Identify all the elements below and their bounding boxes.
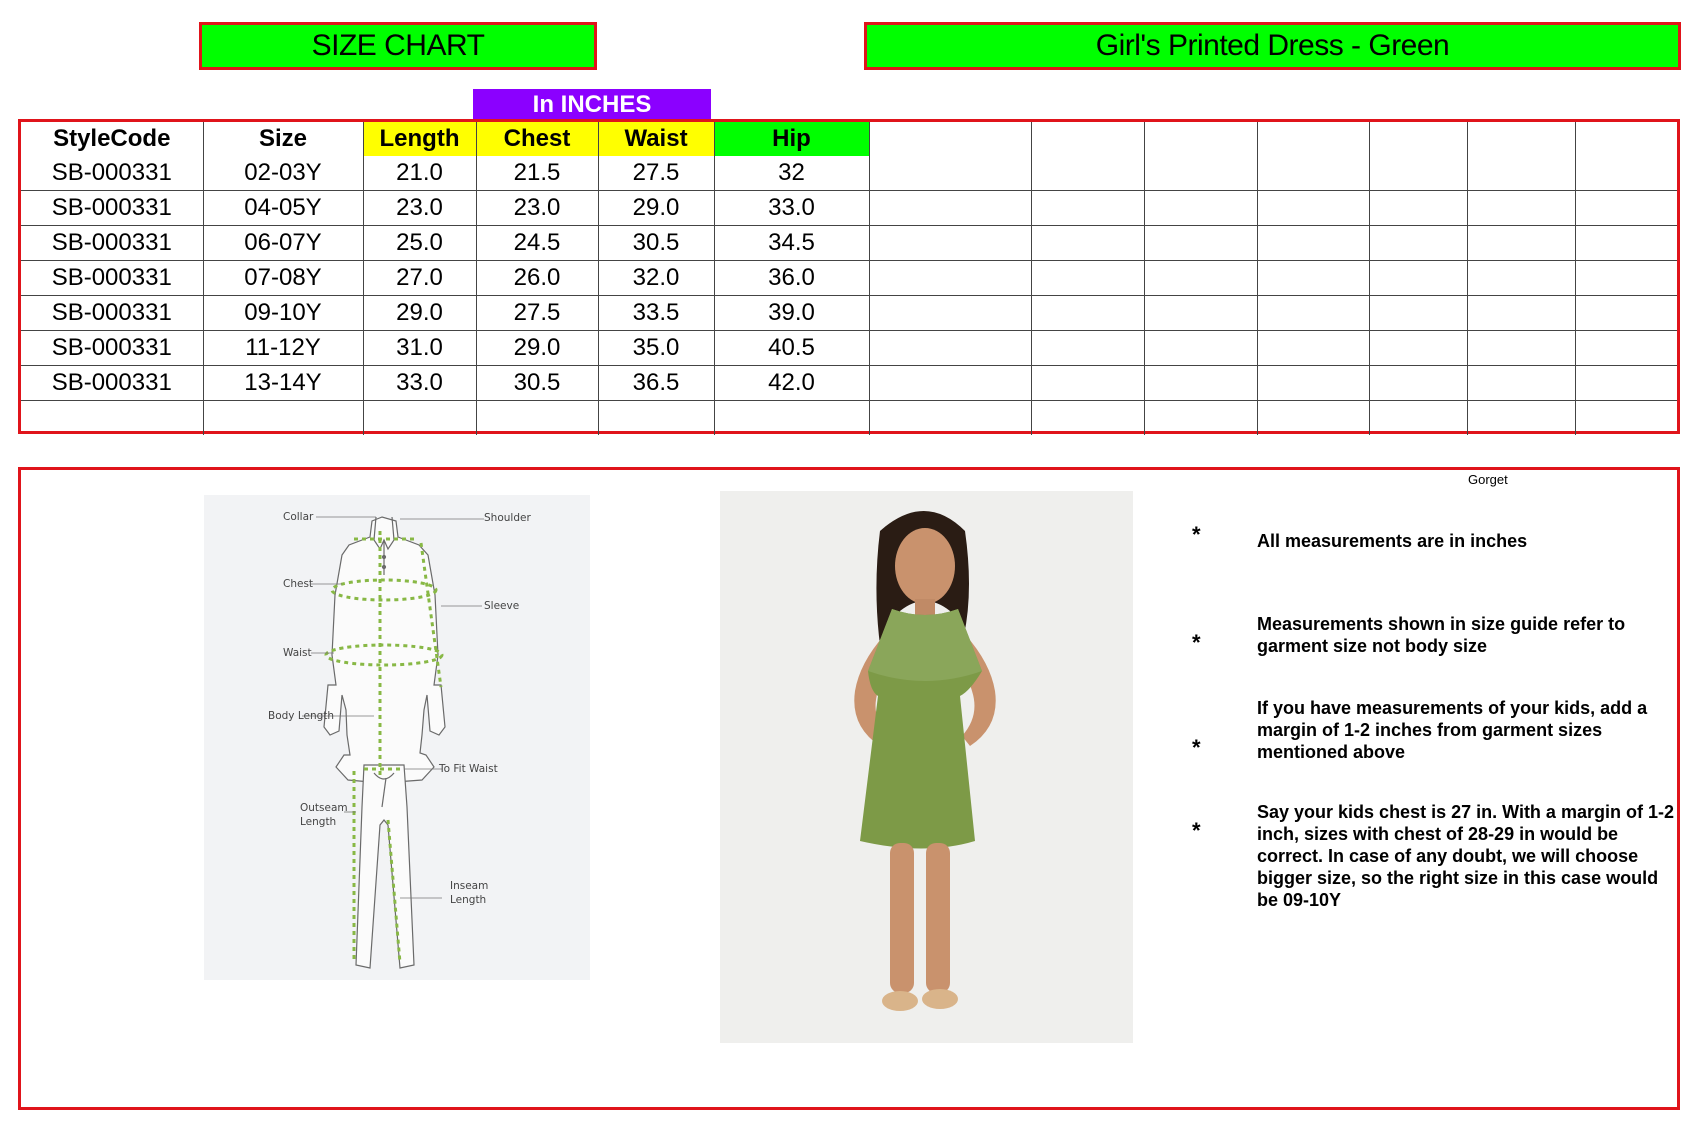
- empty-cell: [1575, 191, 1677, 226]
- note-bullet: *: [1192, 735, 1201, 760]
- diagram-label-sleeve: Sleeve: [484, 600, 520, 612]
- table-row: [21, 226, 1677, 261]
- empty-cell: [1575, 331, 1677, 366]
- cell-stylecode: SB-000331: [21, 226, 203, 261]
- empty-cell: [1467, 331, 1575, 366]
- empty-cell: [1575, 226, 1677, 261]
- empty-cell: [1575, 296, 1677, 331]
- empty-cell: [1257, 226, 1369, 261]
- cell-hip: 40.5: [714, 331, 869, 366]
- empty-cell: [1575, 122, 1677, 156]
- empty-cell: [1369, 156, 1467, 191]
- cell-stylecode: SB-000331: [21, 331, 203, 366]
- table-row: [21, 156, 1677, 191]
- empty-cell: [1031, 122, 1144, 156]
- cell-waist: 30.5: [598, 226, 714, 261]
- cell-chest: 30.5: [476, 366, 598, 401]
- cell-size: 07-08Y: [203, 261, 363, 296]
- cell-size: 11-12Y: [203, 331, 363, 366]
- empty-cell: [1031, 261, 1144, 296]
- empty-cell: [1144, 366, 1257, 401]
- diagram-label-inseam-length: Length: [450, 894, 487, 906]
- col-header-hip: Hip: [714, 122, 869, 156]
- cell-chest: 21.5: [476, 156, 598, 191]
- empty-cell: [1467, 261, 1575, 296]
- note-text: Say your kids chest is 27 in. With a margin of 1-2 inch, sizes with chest of 28-29 in would be correct. In case of any doubt, we will choose bigger size, so the right size in this case would be 09-10Y: [1257, 802, 1674, 910]
- empty-cell: [1369, 401, 1467, 436]
- cell-waist: 36.5: [598, 366, 714, 401]
- col-header-size: Size: [203, 122, 363, 156]
- col-header-stylecode: StyleCode: [21, 122, 203, 156]
- cell-size: 06-07Y: [203, 226, 363, 261]
- empty-cell: [1031, 401, 1144, 436]
- note-text: If you have measurements of your kids, add a margin of 1-2 inches from garment sizes mentioned above: [1257, 698, 1648, 762]
- empty-cell: [1467, 156, 1575, 191]
- table-header-row: [21, 122, 1677, 156]
- cell-stylecode: SB-000331: [21, 156, 203, 191]
- cell-waist: 32.0: [598, 261, 714, 296]
- empty-cell: [1369, 226, 1467, 261]
- diagram-label-to-fit-waist: To Fit Waist: [439, 763, 498, 775]
- cell-length: 25.0: [363, 226, 476, 261]
- diagram-label-collar: Collar: [283, 511, 314, 523]
- empty-cell: [1031, 226, 1144, 261]
- empty-cell: [1031, 296, 1144, 331]
- cell-size: [203, 401, 363, 436]
- note-text: Measurements shown in size guide refer to garment size not body size: [1257, 614, 1626, 656]
- cell-stylecode: SB-000331: [21, 296, 203, 331]
- empty-cell: [1369, 191, 1467, 226]
- cell-length: 21.0: [363, 156, 476, 191]
- cell-size: 09-10Y: [203, 296, 363, 331]
- empty-cell: [869, 191, 1031, 226]
- table-row: [21, 366, 1677, 401]
- cell-waist: [598, 401, 714, 436]
- note-bullet: *: [1192, 522, 1201, 547]
- empty-cell: [1031, 191, 1144, 226]
- table-row: [21, 296, 1677, 331]
- empty-cell: [869, 331, 1031, 366]
- empty-cell: [1467, 226, 1575, 261]
- empty-cell: [1575, 366, 1677, 401]
- cell-chest: 23.0: [476, 191, 598, 226]
- empty-cell: [1031, 156, 1144, 191]
- empty-cell: [1144, 296, 1257, 331]
- empty-cell: [1144, 226, 1257, 261]
- cell-length: 33.0: [363, 366, 476, 401]
- empty-cell: [869, 156, 1031, 191]
- empty-cell: [1144, 401, 1257, 436]
- empty-cell: [869, 122, 1031, 156]
- empty-cell: [1257, 156, 1369, 191]
- cell-hip: 34.5: [714, 226, 869, 261]
- note-bullet: *: [1192, 818, 1201, 843]
- empty-cell: [1144, 156, 1257, 191]
- empty-cell: [1467, 122, 1575, 156]
- cell-size: 04-05Y: [203, 191, 363, 226]
- cell-stylecode: SB-000331: [21, 261, 203, 296]
- table-row: [21, 331, 1677, 366]
- product-photo: [720, 491, 1133, 1043]
- diagram-label-waist: Waist: [283, 647, 312, 659]
- empty-cell: [1575, 401, 1677, 436]
- cell-waist: 29.0: [598, 191, 714, 226]
- cell-stylecode: SB-000331: [21, 191, 203, 226]
- empty-cell: [1369, 366, 1467, 401]
- empty-cell: [1144, 331, 1257, 366]
- note-text: All measurements are in inches: [1257, 531, 1528, 551]
- empty-cell: [1369, 296, 1467, 331]
- empty-cell: [1144, 122, 1257, 156]
- diagram-label-shoulder: Shoulder: [484, 512, 531, 524]
- table-row-empty: [21, 401, 1677, 436]
- size-chart-title: [199, 22, 597, 70]
- empty-cell: [1257, 122, 1369, 156]
- cell-length: 29.0: [363, 296, 476, 331]
- product-title-text: Girl's Printed Dress - Green: [1095, 29, 1450, 62]
- cell-chest: 29.0: [476, 331, 598, 366]
- empty-cell: [869, 296, 1031, 331]
- cell-chest: 26.0: [476, 261, 598, 296]
- cell-waist: 27.5: [598, 156, 714, 191]
- size-table-frame: [18, 119, 1680, 434]
- empty-cell: [1369, 331, 1467, 366]
- garment-diagram-illustration: [204, 495, 590, 980]
- empty-cell: [869, 261, 1031, 296]
- col-header-chest: Chest: [476, 122, 598, 156]
- empty-cell: [1575, 261, 1677, 296]
- diagram-label-inseam: Inseam: [450, 880, 489, 892]
- diagram-label-body-length: Body Length: [268, 710, 335, 722]
- table-body: [21, 156, 1677, 435]
- size-table: [21, 122, 1677, 435]
- empty-cell: [1575, 156, 1677, 191]
- cell-length: 23.0: [363, 191, 476, 226]
- empty-cell: [1031, 331, 1144, 366]
- diagram-label-chest: Chest: [283, 578, 314, 590]
- empty-cell: [1257, 366, 1369, 401]
- diagram-label-outseam-length: Length: [300, 816, 337, 828]
- empty-cell: [1144, 191, 1257, 226]
- col-header-waist: Waist: [598, 122, 714, 156]
- empty-cell: [1257, 191, 1369, 226]
- cell-waist: 33.5: [598, 296, 714, 331]
- cell-waist: 35.0: [598, 331, 714, 366]
- table-row: [21, 261, 1677, 296]
- cell-chest: 24.5: [476, 226, 598, 261]
- cell-chest: [476, 401, 598, 436]
- cell-stylecode: [21, 401, 203, 436]
- cell-hip: 33.0: [714, 191, 869, 226]
- cell-size: 13-14Y: [203, 366, 363, 401]
- girl-in-green-dress-image: [720, 491, 1133, 1043]
- empty-cell: [1031, 366, 1144, 401]
- cell-hip: 39.0: [714, 296, 869, 331]
- empty-cell: [869, 366, 1031, 401]
- empty-cell: [869, 401, 1031, 436]
- cell-chest: 27.5: [476, 296, 598, 331]
- unit-label: In INCHES: [473, 89, 711, 120]
- empty-cell: [1369, 122, 1467, 156]
- empty-cell: [1467, 401, 1575, 436]
- empty-cell: [869, 226, 1031, 261]
- cell-hip: 42.0: [714, 366, 869, 401]
- cell-hip: [714, 401, 869, 436]
- cell-length: 31.0: [363, 331, 476, 366]
- cell-stylecode: SB-000331: [21, 366, 203, 401]
- diagram-label-outseam: Outseam: [300, 802, 348, 814]
- cell-length: [363, 401, 476, 436]
- empty-cell: [1257, 401, 1369, 436]
- product-title: [864, 22, 1681, 70]
- gorget-label: Gorget: [1468, 472, 1508, 487]
- empty-cell: [1467, 296, 1575, 331]
- col-header-length: Length: [363, 122, 476, 156]
- empty-cell: [1369, 261, 1467, 296]
- cell-hip: 32: [714, 156, 869, 191]
- note-bullet: *: [1192, 630, 1201, 655]
- empty-cell: [1257, 296, 1369, 331]
- size-chart-title-text: SIZE CHART: [311, 29, 485, 62]
- measurement-diagram: [204, 495, 590, 980]
- empty-cell: [1467, 366, 1575, 401]
- table-row: [21, 191, 1677, 226]
- empty-cell: [1257, 331, 1369, 366]
- cell-length: 27.0: [363, 261, 476, 296]
- empty-cell: [1257, 261, 1369, 296]
- empty-cell: [1144, 261, 1257, 296]
- cell-hip: 36.0: [714, 261, 869, 296]
- cell-size: 02-03Y: [203, 156, 363, 191]
- pajama-shape: [356, 765, 414, 968]
- empty-cell: [1467, 191, 1575, 226]
